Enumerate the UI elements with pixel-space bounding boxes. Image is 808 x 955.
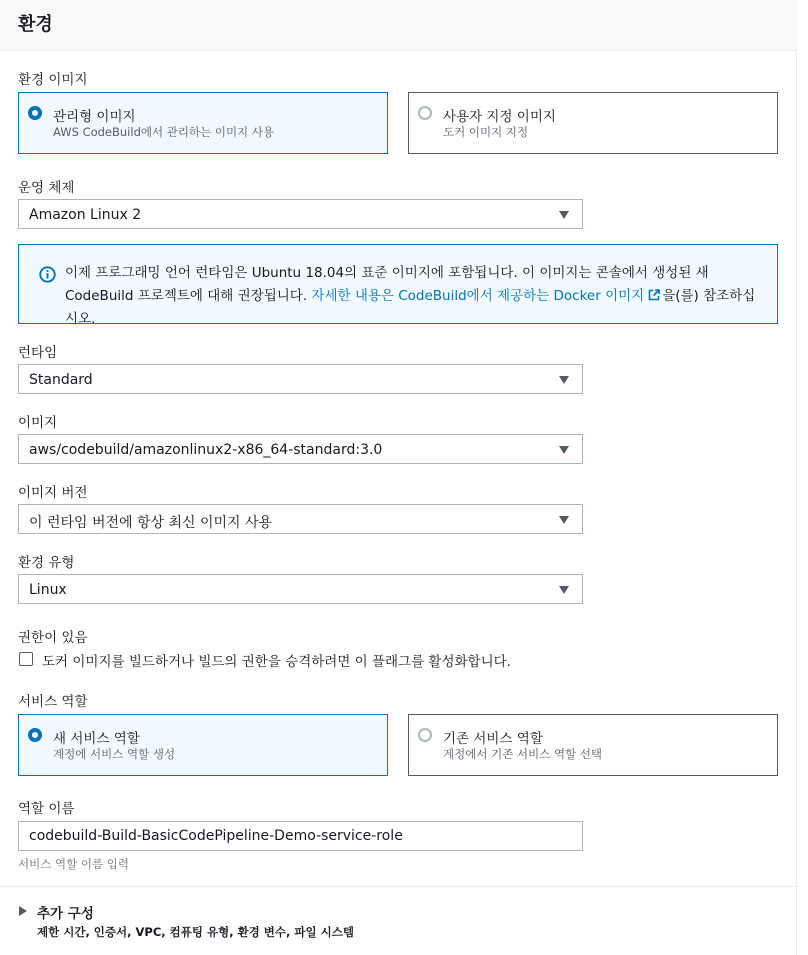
alert-message xyxy=(65,262,765,331)
role-name-label: 역할 이름 xyxy=(18,801,75,817)
runtime-label: 런타임 xyxy=(18,345,58,361)
caret-down-icon xyxy=(559,586,569,594)
managed-image-title: 관리형 이미지 xyxy=(53,109,136,125)
caret-right-icon[interactable] xyxy=(19,906,27,916)
custom-image-description: 도커 이미지 지정 xyxy=(443,125,529,139)
section-header xyxy=(0,0,797,51)
existing-service-role-title: 기존 서비스 역할 xyxy=(443,731,543,747)
os-select-value: Amazon Linux 2 xyxy=(29,207,142,223)
new-service-role-title: 새 서비스 역할 xyxy=(53,731,140,747)
env-type-select[interactable] xyxy=(18,574,583,604)
runtime-select[interactable] xyxy=(18,364,583,394)
custom-image-title: 사용자 지정 이미지 xyxy=(443,109,556,125)
alert-text-after: 을(를) 참조하십시오. xyxy=(65,288,756,327)
role-name-field[interactable] xyxy=(18,821,583,851)
runtime-select-value: Standard xyxy=(29,372,93,388)
image-select-value: aws/codebuild/amazonlinux2-x86_64-standard:3.0 xyxy=(29,442,383,458)
image-version-select-value: 이 런타임 버전에 항상 최신 이미지 사용 xyxy=(29,515,273,531)
image-label: 이미지 xyxy=(18,415,58,431)
caret-down-icon xyxy=(559,376,569,384)
existing-service-role-description: 계정에서 기존 서비스 역할 선택 xyxy=(443,747,603,761)
external-link-icon[interactable] xyxy=(648,289,660,301)
env-image-label: 환경 이미지 xyxy=(18,72,88,88)
env-type-select-value: Linux xyxy=(29,582,67,598)
privileged-checkbox-label[interactable]: 도커 이미지를 빌드하거나 빌드의 권한을 승격하려면 이 플래그를 활성화합니다. xyxy=(42,654,511,670)
env-type-label: 환경 유형 xyxy=(18,555,75,571)
custom-image-tile[interactable] xyxy=(408,92,778,154)
docker-images-link[interactable] xyxy=(311,288,662,304)
os-select[interactable] xyxy=(18,199,583,229)
service-role-label: 서비스 역할 xyxy=(18,694,88,710)
managed-image-radio[interactable] xyxy=(28,106,42,120)
docker-images-link-text[interactable]: 자세한 내용은 CodeBuild에서 제공하는 Docker 이미지 xyxy=(311,288,645,304)
divider xyxy=(0,886,797,887)
alert-text-before: 이제 프로그래밍 언어 런타임은 Ubuntu 18.04의 표준 이미지에 포함됩니다. 이 이미지는 콘솔에서 생성된 새 CodeBuild 프로젝트에 대해 권장됩니다. xyxy=(65,265,709,304)
custom-image-radio[interactable] xyxy=(418,106,432,120)
os-label: 운영 체제 xyxy=(18,180,75,196)
image-select[interactable] xyxy=(18,434,583,464)
managed-image-tile[interactable] xyxy=(18,92,388,154)
existing-service-role-tile[interactable] xyxy=(408,714,778,776)
caret-down-icon xyxy=(559,211,569,219)
managed-image-description: AWS CodeBuild에서 관리하는 이미지 사용 xyxy=(53,125,275,139)
caret-down-icon xyxy=(559,446,569,454)
role-name-input[interactable] xyxy=(19,822,582,850)
new-service-role-radio[interactable] xyxy=(28,728,42,742)
privileged-checkbox[interactable] xyxy=(19,652,33,666)
image-version-select[interactable] xyxy=(18,504,583,534)
additional-config-description: 제한 시간, 인증서, VPC, 컴퓨팅 유형, 환경 변수, 파일 시스템 xyxy=(37,925,354,939)
section-title: 환경 xyxy=(18,14,53,35)
additional-config-toggle[interactable]: 추가 구성 xyxy=(37,906,94,922)
info-alert xyxy=(18,244,778,327)
scrollbar[interactable] xyxy=(797,0,808,955)
caret-down-icon xyxy=(559,516,569,524)
role-name-hint: 서비스 역할 이름 입력 xyxy=(18,857,129,871)
new-service-role-description: 계정에 서비스 역할 생성 xyxy=(53,747,176,761)
new-service-role-tile[interactable] xyxy=(18,714,388,776)
existing-service-role-radio[interactable] xyxy=(418,728,432,742)
privileged-label: 권한이 있음 xyxy=(18,630,88,646)
image-version-label: 이미지 버전 xyxy=(18,485,88,501)
info-icon xyxy=(39,266,56,283)
